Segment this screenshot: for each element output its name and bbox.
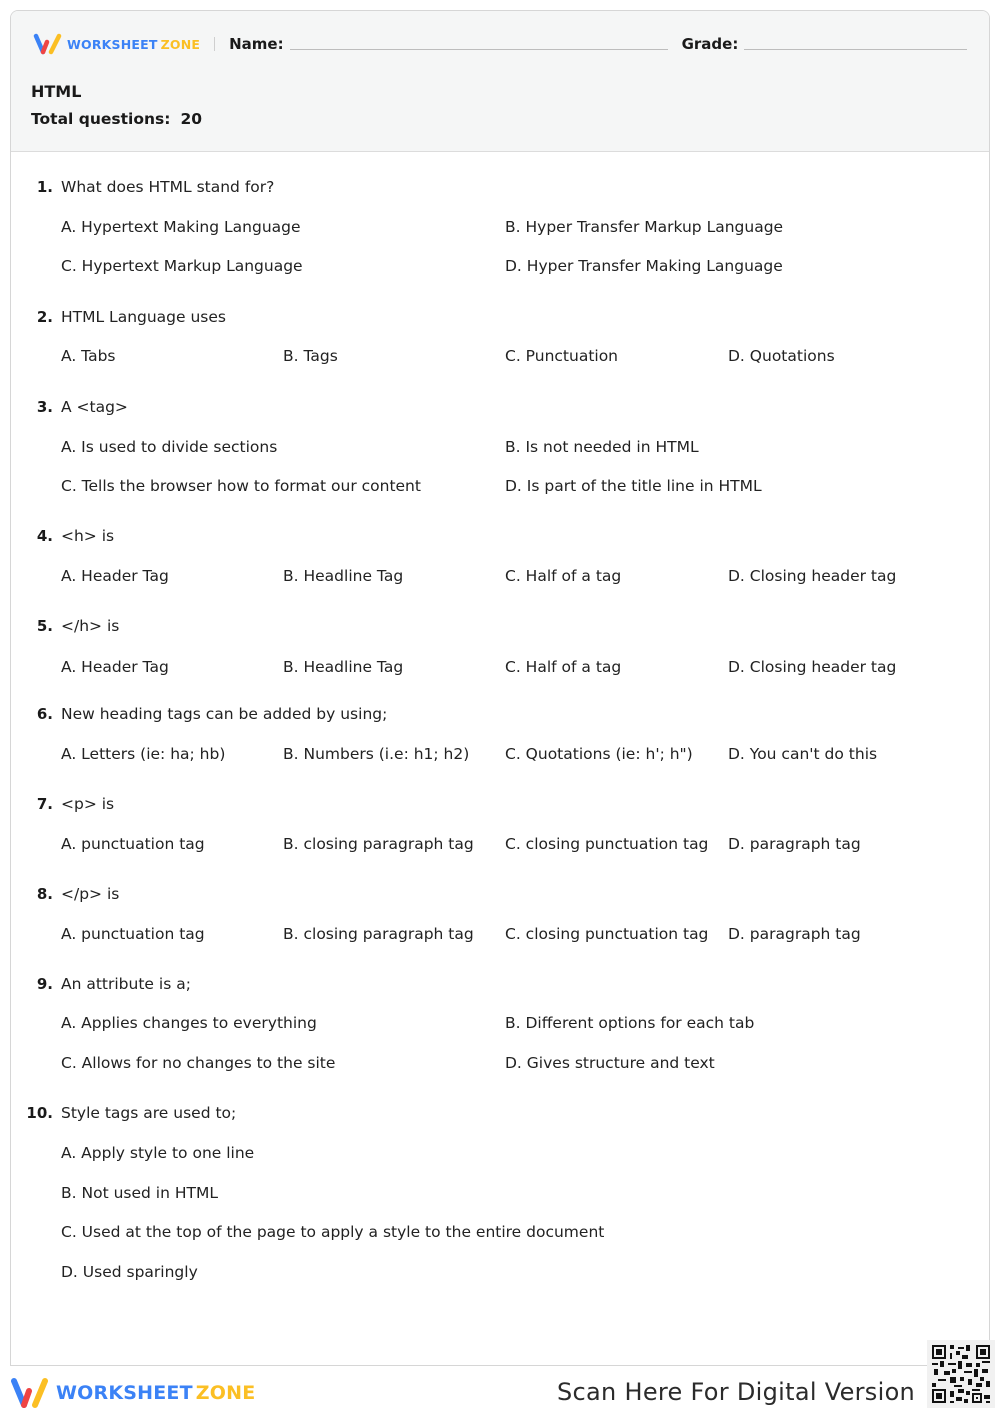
option-b[interactable]: B. Different options for each tab [505, 1014, 755, 1032]
question-number: 1. [36, 178, 53, 196]
option-a[interactable]: A. Header Tag [61, 658, 169, 676]
question-text: An attribute is a; [61, 975, 191, 993]
question-number: 7. [36, 795, 53, 813]
option-b[interactable]: B. Tags [283, 347, 338, 365]
worksheet-zone-logo-icon [10, 1377, 50, 1409]
option-d[interactable]: D. Quotations [728, 347, 835, 365]
question-number: 10. [26, 1104, 53, 1122]
option-a[interactable]: A. Letters (ie: ha; hb) [61, 745, 226, 763]
question-text: <h> is [61, 527, 115, 545]
question-text: What does HTML stand for? [61, 178, 275, 196]
option-c[interactable]: C. Hypertext Markup Language [61, 257, 303, 275]
question-text: </h> is [61, 617, 120, 635]
option-c[interactable]: C. Quotations (ie: h'; h") [505, 745, 693, 763]
option-b[interactable]: B. Numbers (i.e: h1; h2) [283, 745, 470, 763]
option-c[interactable]: C. Allows for no changes to the site [61, 1054, 336, 1072]
worksheet-card [10, 10, 990, 1366]
option-d[interactable]: D. You can't do this [728, 745, 878, 763]
divider [214, 37, 215, 51]
option-a[interactable]: A. punctuation tag [61, 835, 205, 853]
option-b[interactable]: B. Headline Tag [283, 658, 404, 676]
header-logo [33, 33, 200, 55]
question-number: 3. [36, 398, 53, 416]
option-c[interactable]: C. Half of a tag [505, 567, 622, 585]
logo-text [67, 37, 200, 52]
option-d[interactable]: D. paragraph tag [728, 925, 861, 943]
option-b[interactable]: B. Is not needed in HTML [505, 438, 699, 456]
footer-logo-text [56, 1382, 255, 1404]
question-number: 4. [36, 527, 53, 545]
question-text: New heading tags can be added by using; [61, 705, 388, 723]
brand-secondary: ZONE [195, 1382, 256, 1404]
option-a[interactable]: A. Is used to divide sections [61, 438, 278, 456]
option-b[interactable]: B. Not used in HTML [61, 1184, 218, 1202]
footer-logo [10, 1377, 255, 1409]
worksheet-zone-logo-icon [33, 33, 63, 55]
question-number: 9. [36, 975, 53, 993]
option-c[interactable]: C. Tells the browser how to format our content [61, 477, 421, 495]
option-c[interactable]: C. closing punctuation tag [505, 835, 709, 853]
option-d[interactable]: D. Is part of the title line in HTML [505, 477, 762, 495]
option-b[interactable]: B. Hyper Transfer Markup Language [505, 218, 784, 236]
qr-code-icon[interactable] [927, 1340, 995, 1408]
question-text: A <tag> [61, 398, 128, 416]
question-text: <p> is [61, 795, 115, 813]
total-value: 20 [180, 110, 203, 128]
question-number: 5. [36, 617, 53, 635]
question-text: Style tags are used to; [61, 1104, 237, 1122]
name-label: Name: [229, 35, 284, 53]
name-input-line[interactable] [290, 49, 668, 50]
worksheet-title: HTML [31, 82, 82, 101]
option-a[interactable]: A. Hypertext Making Language [61, 218, 301, 236]
question-number: 2. [36, 308, 53, 326]
scan-instruction: Scan Here For Digital Version [557, 1378, 916, 1406]
option-d[interactable]: D. Hyper Transfer Making Language [505, 257, 783, 275]
worksheet-header [11, 11, 989, 152]
question-text: </p> is [61, 885, 120, 903]
option-a[interactable]: A. Apply style to one line [61, 1144, 255, 1162]
option-c[interactable]: C. closing punctuation tag [505, 925, 709, 943]
option-a[interactable]: A. punctuation tag [61, 925, 205, 943]
grade-label: Grade: [681, 35, 739, 53]
brand-row [33, 31, 967, 57]
option-a[interactable]: A. Header Tag [61, 567, 169, 585]
total-label: Total questions: [31, 110, 171, 128]
brand-primary: WORKSHEET [56, 1382, 193, 1404]
option-d[interactable]: D. paragraph tag [728, 835, 861, 853]
grade-input-line[interactable] [744, 49, 967, 50]
brand-primary: WORKSHEET [67, 36, 158, 52]
option-c[interactable]: C. Punctuation [505, 347, 619, 365]
option-a[interactable]: A. Applies changes to everything [61, 1014, 317, 1032]
option-d[interactable]: D. Closing header tag [728, 567, 897, 585]
question-number: 6. [36, 705, 53, 723]
option-d[interactable]: D. Closing header tag [728, 658, 897, 676]
option-b[interactable]: B. Headline Tag [283, 567, 404, 585]
option-c[interactable]: C. Half of a tag [505, 658, 622, 676]
option-c[interactable]: C. Used at the top of the page to apply a style to the entire document [61, 1223, 605, 1241]
option-d[interactable]: D. Gives structure and text [505, 1054, 715, 1072]
question-number: 8. [36, 885, 53, 903]
option-b[interactable]: B. closing paragraph tag [283, 835, 474, 853]
option-b[interactable]: B. closing paragraph tag [283, 925, 474, 943]
total-questions [31, 110, 202, 128]
question-text: HTML Language uses [61, 308, 226, 326]
brand-secondary: ZONE [160, 36, 201, 52]
option-d[interactable]: D. Used sparingly [61, 1263, 198, 1281]
option-a[interactable]: A. Tabs [61, 347, 116, 365]
